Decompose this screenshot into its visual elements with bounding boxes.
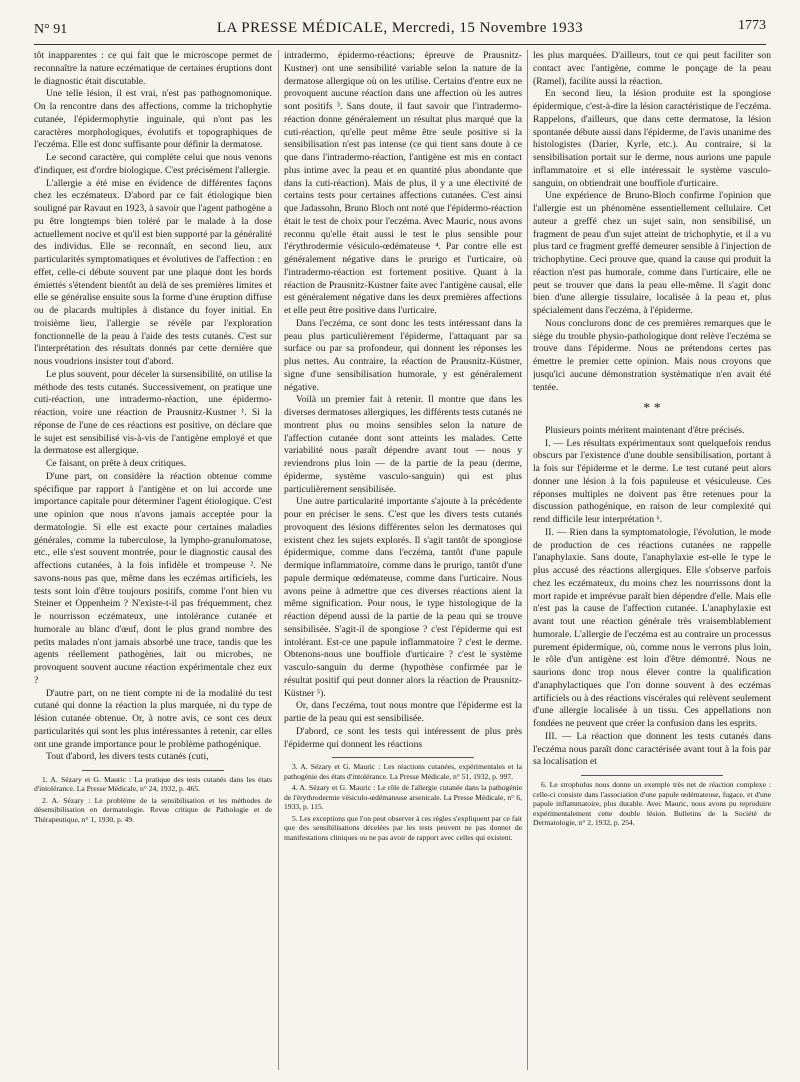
footnote: 3. A. Sézary et G. Mauric : Les réactions cutanées, expérimentales et la pathogénie des états d'intolérance. La Presse Médicale, n° 51, 1932, p. 997. <box>284 762 522 781</box>
paragraph: Ce faisant, on prête à deux critiques. <box>46 458 187 469</box>
paragraph: Plusieurs points méritent maintenant d'être précisés. <box>545 424 745 436</box>
paragraph: les plus marquées. D'ailleurs, tout ce qui peut faciliter son contact avec l'antigène, comme le ponçage de la peau (Ramel), facilite aussi la réaction. <box>533 50 771 87</box>
paragraph: Nous conclurons donc de ces premières remarques que le siège du trouble physio-pathologique dont relève l'eczéma se trouve dans l'épiderme. Nous ne prétendons certes pas émettre le premier cette opinion. Mais nous croyons que jusqu'ici aucune démonstration systématique n'en avait été tentée. <box>533 317 771 393</box>
journal-title: LA PRESSE MÉDICALE, Mercredi, 15 Novembre 1933 <box>216 20 584 36</box>
footnote-separator <box>332 757 475 758</box>
paragraph: D'une part, on considère la réaction obtenue comme spécifique par rapport à l'antigène et on lui accorde une importance capitale pour déterminer l'agent étiologique. C'est une opinion que nous n'avons jamais acceptée pour la dermatologie. Si elle est exacte pour certaines maladies générales, comme la tuberculose, la lympho-granulomatose, etc., elle s'est souvent montrée, pour le diagnostic causal des affections cutanées, à la fois infidèle et trompeuse ². Ne savons-nous pas que, même dans les eczémas artificiels, les tests sont loin d'être toujours positifs, comme l'ont bien vu Steiner et Oppenheim ? N'existe-t-il pas fréquemment, chez le nourrisson eczémateux, une intolérance cutanée et humorale au blanc d'œuf, dont le plus grand nombre des petits malades n'ont jamais absorbé une trace, tandis que les agents réellement pathogènes, lait ou microbes, ne provoquent souvent aucune réaction expérimentale chez eux ? <box>34 470 272 686</box>
footnote: 1. A. Sézary et G. Mauric : La pratique des tests cutanés dans les états d'intolérance. La Presse Médicale, n° 24, 1932, p. 465. <box>34 775 272 794</box>
footnote: 4. A. Sézary et G. Mauric : Le rôle de l'allergie cutanée dans la pathogénie de l'érythrodermie vésiculo-œdémateuse arsenicale. La Presse Médicale, n° 6, 1933, p. 115. <box>284 783 522 812</box>
paragraph: L'allergie a été mise en évidence de différentes façons chez les eczémateux. D'abord par ce fait étiologique bien souligné par Ravaut en 1923, à savoir que l'agent pathogène a pu être longtemps bien toléré par le malade à la dose actuellement nocive et qu'il est bien supporté par la généralité des individus. Elle se reconnaît, en second lieu, aux particularités symptomatiques et évolutives de l'affection : en effet, celle-ci débute souvent par une plaque dont les bords émiettés s'étendent bientôt au delà de ses premières limites et elle se généralise ensuite sous la forme d'une éruption diffuse ou de placards multiples à distance du foyer initial. En troisième lieu, l'allergie se révèle par l'exploration fonctionnelle de la peau à l'aide des tests cutanés. C'est sur l'interprétation des résultats donnés par cette dernière que nous voudrions insister tout d'abord. <box>34 177 272 367</box>
paragraph: tôt inapparentes : ce qui fait que le microscope permet de reconnaître la nature eczématique de certaines éruptions dont le diagnostic était discutable. <box>34 50 272 87</box>
footnote-separator <box>82 770 225 771</box>
paragraph: En second lieu, la lésion produite est la spongiose épidermique, c'est-à-dire la lésion caractéristique de l'eczéma. Rappelons, d'ailleurs, que dans cette dermatose, la lésion spontanée débute aussi dans l'épiderme, de l'avis unanime des histologistes (Darier, Kyrle, etc.). Au contraire, si la sensibilisation portait sur le derme, nous aurions une papule inflammatoire et si elle intéressait le système vasculo-sanguin, on obtiendrait une bouffiole d'urticaire. <box>533 88 771 189</box>
column-divider <box>278 50 279 1070</box>
paragraph: Le second caractère, qui complète celui que nous venons d'indiquer, est d'ordre biologique. C'est précisément l'allergie. <box>34 152 272 176</box>
header-rule <box>34 44 766 45</box>
footnote-separator <box>581 775 724 776</box>
issue-number: N° 91 <box>34 22 68 37</box>
paragraph: D'autre part, on ne tient compte ni de la modalité du test cutané qui donne la réaction la plus marquée, ni du type de lésion cutanée obtenue. Or, à notre avis, ce sont ces deux particularités qui sont les plus intéressantes à retenir, car elles ont une grande importance pour le problème pathogénique. <box>34 687 272 750</box>
paragraph: intradermo, épidermo-réactions; épreuve de Prausnitz-Kustner) ont une sensibilité variable selon la nature de la dermatose allergique où on les utilise. Certains d'entre eux ne provoquent aucune réaction dans une affection où les autres sont positifs ³. Sans doute, il faut savoir que l'intradermo-réaction donne généralement un résultat plus marqué que la cuti-réaction, qu'elle peut même être seule positive si la sensibilisation n'est pas intense (ce qui tient sans doute à ce que dans l'intradermo-réaction, l'antigène est mis en contact plus intime avec la peau et en quantité plus abondante que dans la cuti-réaction). Mais de plus, il y a une électivité de certains tests pour certaines affections cutanées. C'est ainsi que Jadassohn, Bruno Bloch ont noté que l'épidermo-réaction était le test de choix pour l'eczéma. Avec Mauric, nous avons reconnu qu'elle était aussi le test le plus sensible pour l'érythrodermie vésiculo-œdémateuse ⁴. Par contre elle est généralement négative dans le prurigo et l'urticaire, où l'intradermo-réaction est fortement positive. Quant à la réaction de Prausnitz-Kustner faite avec l'antigène causal, elle est généralement négative dans les deux premières affections et elle peut être positive dans l'urticaire. <box>284 50 522 316</box>
paragraph: Dans l'eczéma, ce sont donc les tests intéressant dans la peau plus particulièrement l'épiderme, l'attaquant par sa surface ou par sa profondeur, qui donnent les réponses les plus nettes. Au contraire, la réaction de Prausnitz-Küstner, signe d'une sensibilisation humorale, y est généralement négative. <box>284 317 522 393</box>
column-divider <box>527 50 528 1070</box>
footnote: 2. A. Sézary : Le problème de la sensibilisation et les méthodes de désensibilisation en dermatologie. Revue critique de Pathologie et de Thérapeutique, n° 1, 1930, p. 49. <box>34 795 272 824</box>
footnote: 6. Le strophulus nous donne un exemple très net de réaction complexe : celle-ci consiste dans l'association d'une papule œdémateuse, fugace, et d'une papule inflammatoire, plus durable. Avec Mauric, nous avons pu reproduire expérimentalement cette double lésion. Bulletins de la Société de Dermatologie, n° 2, 1932, p. 254. <box>533 780 771 828</box>
column-3 <box>533 50 771 1070</box>
page-header <box>34 14 766 44</box>
paragraph: D'abord, ce sont les tests qui intéressent de plus près l'épiderme qui donnent les réactions <box>284 725 522 750</box>
paragraph: Voilà un premier fait à retenir. Il montre que dans les diverses dermatoses allergiques, les différents tests cutanés ne montrent plus ou moins sensibles selon la nature de l'affection cutanée dont sont atteints les malades. Cette variabilité nous paraît dépendre avant tout — nous y reviendrons plus loin — de la partie de la peau (derme, épiderme, système vasculo-sanguin) qui est plus particulièrement sensibilisée. <box>284 394 522 495</box>
paragraph: Tout d'abord, les divers tests cutanés (cuti, <box>46 751 209 763</box>
section-break-stars: * * <box>643 401 661 417</box>
paragraph: Le plus souvent, pour déceler la sursensibilité, on utilise la méthode des tests cutanés. Successivement, on pratique une cuti-réaction, une intradermo-réaction, une épidermo-réaction, voire une réaction de Prausnitz-Kustner ¹. Si la réponse de l'une de ces réactions est positive, on déclare que le sujet est sensibilisé vis-à-vis de l'antigène employé et que la dermatose est allergique. <box>34 368 272 457</box>
column-2 <box>284 50 522 1070</box>
paragraph: Une telle lésion, il est vrai, n'est pas pathognomonique. On la rencontre dans des affections, comme la trichophytie cutanée, l'épidermophytie inguinale, qui n'ont pas les caractères morphologiques, évolutifs et topographiques de l'eczéma. Elle est donc suffisante pour définir la dermatose. <box>34 88 272 151</box>
paragraph: Une autre particularité importante s'ajoute à la précédente pour en préciser le sens. C'est que les divers tests cutanés provoquent des lésions différentes selon les dermatoses qui existent chez les sujets explorés. Il s'agit tantôt de spongiose épidermique, comme dans l'eczéma, tantôt d'une papule dermique inflammatoire, comme dans le prurigo, tantôt d'une papule dermique œdémateuse, comme dans l'urticaire. Nous avons peine à admettre que ces diverses réactions aient la même signification. Pour nous, le type histologique de la réaction dépend aussi de la partie de la peau qui se trouve sensibilisée. S'agit-il de spongiose ? c'est l'épiderme qui est intolérant. Est-ce une papule inflammatoire ? c'est le derme. Obtenons-nous une bouffiole d'urticaire ? c'est le système vasculo-sanguin du derme (hypothèse confirmée par le résultat positif qui peut donner alors la réaction de Prausnitz-Küstner ⁵). <box>284 496 522 699</box>
paragraph: Une expérience de Bruno-Bloch confirme l'opinion que l'allergie est un phénomène essentiellement cellulaire. Cet auteur a greffé chez un sujet sain, non sensibilisé, un fragment de peau d'un sujet atteint de trichophytie, et il a vu plus tard ce fragment greffé demeurer sensible à l'injection de trichophytine. Ceci prouve que, quand la cause qui produit la réaction n'est pas humorale, comme dans l'urticaire, elle ne peut se trouver que dans la peau elle-même. Il s'agit donc bien d'une allergie tissulaire, localisée à la peau et, plus spécialement dans l'eczéma, à l'épiderme. <box>533 190 771 316</box>
page-number: 1773 <box>738 18 766 33</box>
footnote: 5. Les exceptions que l'on peut observer à ces règles s'expliquent par ce fait que des sensibilisations décelées par les tests peuvent ne pas donner de manifestations cliniques ou ne pas avoir de rapport avec celles qui existent. <box>284 813 522 842</box>
paragraph: III. — La réaction que donnent les tests cutanés dans l'eczéma nous paraît donc caractérisée avant tout à la fois par sa localisation et <box>533 730 771 768</box>
paragraph: Or, dans l'eczéma, tout nous montre que l'épiderme est la partie de la peau qui est sensibilisée. <box>284 700 522 724</box>
paragraph: I. — Les résultats expérimentaux sont quelquefois rendus obscurs par l'existence d'une double sensibilisation, portant à la fois sur l'épiderme et le derme. Le test cutané peut alors donner une lésion à la fois papuleuse et vésiculeuse. Ces réponses multiples ne doivent pas être retenues pour la discussion pathogénique, en raison de leur complexité qui rend difficile leur interprétation ⁶. <box>533 437 771 526</box>
paragraph: II. — Rien dans la symptomatologie, l'évolution, le mode de production de ces réactions cutanées ne rappelle l'anaphylaxie. Sans doute, l'anaphylaxie est-elle le type le plus accusé des réactions allergiques. Elle s'observe parfois chez les eczémateux, du moins chez les nourrissons dont la mort rapide et imprévue paraît bien dépendre d'elle. Mais elle n'est pas la cause de l'affection cutanée. L'anaphylaxie est avant tout une réaction générale très vraisemblablement humorale. L'allergie de l'eczéma est au contraire un processus purement épidermique, où, comme nous le verrons plus loin, le rôle d'un antigène est loin d'être démontré. Nous ne saurions donc trop nous élever contre la qualification d'anaphylactiques que l'on donne souvent à des eczémas artificiels ou à des réactions viscérales qui relèvent seulement d'une allergie localisée à un tissu. Ces appellations non fondées ne peuvent que créer la confusion dans les esprits. <box>533 526 771 730</box>
column-1 <box>34 50 272 1070</box>
